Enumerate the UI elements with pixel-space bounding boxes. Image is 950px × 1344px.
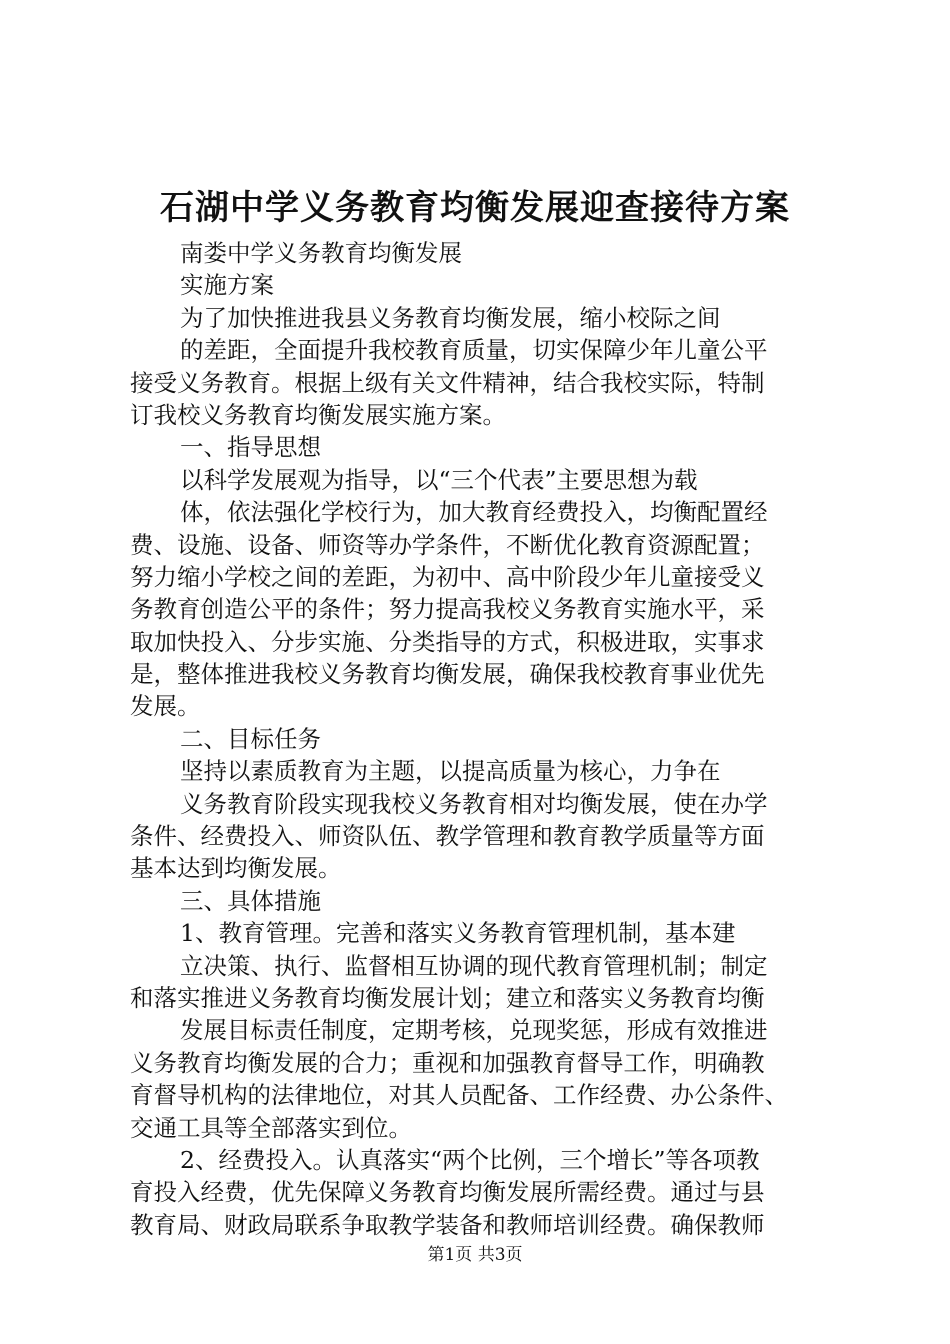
document-body xyxy=(130,237,830,1241)
paragraph-line: 的差距，全面提升我校教育质量，切实保障少年儿童公平 xyxy=(180,336,768,365)
paragraph-line: 立决策、执行、监督相互协调的现代教育管理机制；制定 xyxy=(180,951,768,980)
paragraph-line: 体，依法强化学校行为，加大教育经费投入，均衡配置经 xyxy=(180,498,768,527)
paragraph-line: 教育局、财政局联系争取教学装备和教师培训经费。确保教师 xyxy=(130,1210,765,1239)
paragraph-line: 一、指导思想 xyxy=(180,433,321,462)
paragraph-line: 交通工具等全部落实到位。 xyxy=(130,1113,412,1142)
paragraph-line: 三、具体措施 xyxy=(180,886,321,915)
paragraph-line: 基本达到均衡发展。 xyxy=(130,854,342,883)
paragraph-line: 育投入经费，优先保障义务教育均衡发展所需经费。通过与县 xyxy=(130,1178,765,1207)
paragraph-line: 是，整体推进我校义务教育均衡发展，确保我校教育事业优先 xyxy=(130,660,765,689)
paragraph-line: 订我校义务教育均衡发展实施方案。 xyxy=(130,400,506,429)
paragraph-line: 义务教育阶段实现我校义务教育相对均衡发展，使在办学 xyxy=(180,789,768,818)
paragraph-line: 和落实推进义务教育均衡发展计划；建立和落实义务教育均衡 xyxy=(130,983,765,1012)
document-title: 石湖中学义务教育均衡发展迎查接待方案 xyxy=(160,188,790,228)
paragraph-line: 实施方案 xyxy=(180,271,274,300)
paragraph-line: 条件、经费投入、师资队伍、教学管理和教育教学质量等方面 xyxy=(130,822,765,851)
paragraph-line: 务教育创造公平的条件；努力提高我校义务教育实施水平，采 xyxy=(130,595,765,624)
paragraph-line: 以科学发展观为指导，以“三个代表”主要思想为载 xyxy=(180,465,698,494)
paragraph-line: 努力缩小学校之间的差距，为初中、高中阶段少年儿童接受义 xyxy=(130,562,765,591)
paragraph-line: 坚持以素质教育为主题，以提高质量为核心，力争在 xyxy=(180,757,721,786)
paragraph-line: 二、目标任务 xyxy=(180,724,321,753)
paragraph-line: 义务教育均衡发展的合力；重视和加强教育督导工作，明确教 xyxy=(130,1048,765,1077)
paragraph-line: 费、设施、设备、师资等办学条件，不断优化教育资源配置； xyxy=(130,530,765,559)
page-footer: 第1页 共3页 xyxy=(427,1245,523,1265)
paragraph-line: 1、教育管理。完善和落实义务教育管理机制，基本建 xyxy=(180,919,736,948)
paragraph-line: 育督导机构的法律地位，对其人员配备、工作经费、办公条件、 xyxy=(130,1081,788,1110)
paragraph-line: 取加快投入、分步实施、分类指导的方式，积极进取，实事求 xyxy=(130,627,765,656)
paragraph-line: 2、经费投入。认真落实“两个比例，三个增长”等各项教 xyxy=(180,1145,760,1174)
paragraph-line: 南娄中学义务教育均衡发展 xyxy=(180,239,462,267)
paragraph-line: 为了加快推进我县义务教育均衡发展，缩小校际之间 xyxy=(180,303,721,332)
paragraph-line: 接受义务教育。根据上级有关文件精神，结合我校实际，特制 xyxy=(130,368,765,397)
paragraph-line: 发展。 xyxy=(130,692,201,721)
paragraph-line: 发展目标责任制度，定期考核，兑现奖惩，形成有效推进 xyxy=(180,1016,768,1045)
